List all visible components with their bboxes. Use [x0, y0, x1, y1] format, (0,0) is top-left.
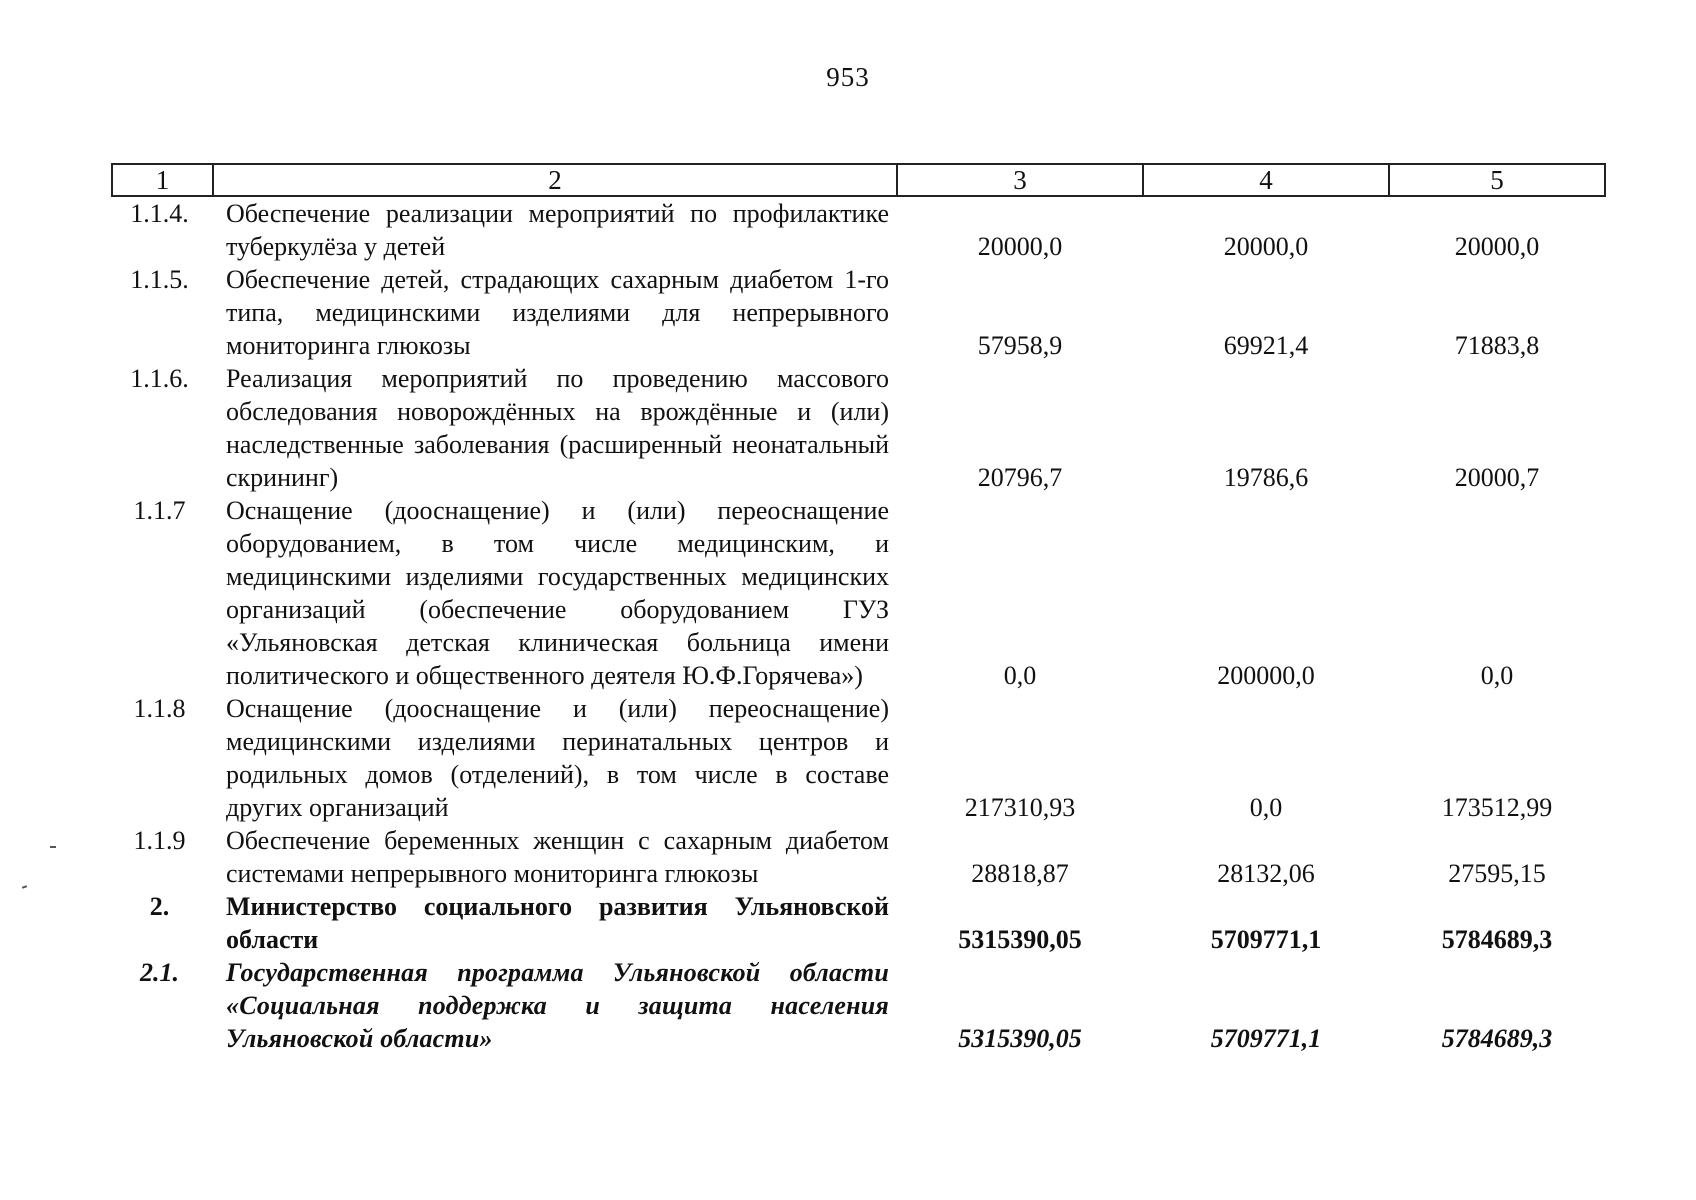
row-value-col3: 5315390,05	[958, 925, 1082, 954]
row-value-col4: 0,0	[1249, 793, 1283, 822]
row-number: 1.1.4.	[130, 199, 189, 228]
table-row	[112, 263, 1605, 362]
table-row	[112, 362, 1605, 494]
row-description: Оснащение (дооснащение) и (или) переоснащение оборудованием, в том числе медицинским, и медицинскими изделиями государственных медицинских организаций (обеспечение оборудованием ГУЗ «Ульяновская детская клиническая больница имени политического и общественного деятеля Ю.Ф.Горячева»)	[226, 496, 889, 690]
row-value-col3: 28818,87	[971, 859, 1069, 888]
row-description: Реализация мероприятий по проведению массового обследования новорождённых на врождённые и (или) наследственные заболевания (расширенный неонатальный скрининг)	[226, 364, 889, 492]
row-value-col5: 20000,0	[1454, 232, 1540, 261]
row-description: Оснащение (дооснащение и (или) переоснащение) медицинскими изделиями перинатальных центров и родильных домов (отделений), в том числе в составе других организаций	[226, 694, 889, 822]
row-value-col5: 20000,7	[1454, 463, 1540, 492]
row-description: Обеспечение детей, страдающих сахарным диабетом 1-го типа, медицинскими изделиями для непрерывного мониторинга глюкозы	[226, 265, 889, 360]
budget-table	[111, 163, 1606, 1055]
row-value-col3: 57958,9	[977, 331, 1063, 360]
header-col-2: 2	[213, 164, 897, 196]
row-description: Обеспечение беременных женщин с сахарным диабетом системами непрерывного мониторинга глюкозы	[226, 826, 889, 888]
row-value-col5: 27595,15	[1448, 859, 1546, 888]
header-row	[112, 164, 1605, 196]
table-row-program	[112, 956, 1605, 1055]
row-value-col3: 20796,7	[977, 463, 1063, 492]
row-value-col5: 5784689,3	[1441, 925, 1553, 954]
row-value-col3: 5315390,05	[958, 1024, 1082, 1053]
row-value-col4: 69921,4	[1223, 331, 1309, 360]
row-number: 1.1.8	[133, 694, 186, 723]
row-value-col4: 200000,0	[1217, 661, 1315, 690]
header-col-1: 1	[112, 164, 213, 196]
table-row	[112, 824, 1605, 890]
row-number: 2.	[149, 892, 170, 921]
header-col-5: 5	[1389, 164, 1605, 196]
row-value-col5: 5784689,3	[1441, 1024, 1553, 1053]
row-value-col3: 217310,93	[964, 793, 1076, 822]
row-number: 2.1.	[140, 958, 179, 987]
row-number: 1.1.5.	[130, 265, 189, 294]
row-description: Обеспечение реализации мероприятий по профилактике туберкулёза у детей	[226, 199, 889, 261]
row-value-col5: 0,0	[1480, 661, 1514, 690]
table-row	[112, 494, 1605, 692]
row-number: 1.1.7	[133, 496, 186, 525]
row-value-col5: 173512,99	[1441, 793, 1553, 822]
row-number: 1.1.6.	[130, 364, 189, 393]
row-value-col4: 20000,0	[1223, 232, 1309, 261]
row-value-col3: 20000,0	[977, 232, 1063, 261]
row-value-col4: 19786,6	[1223, 463, 1309, 492]
row-value-col5: 71883,8	[1454, 331, 1540, 360]
table-row	[112, 196, 1605, 263]
row-description: Министерство социального развития Ульяновской области	[226, 892, 889, 954]
page-number: 953	[826, 62, 870, 92]
row-description: Государственная программа Ульяновской области «Социальная поддержка и защита населения Ульяновской области»	[226, 958, 889, 1053]
header-col-4: 4	[1143, 164, 1389, 196]
scan-mark	[50, 846, 56, 848]
table-row	[112, 692, 1605, 824]
row-value-col3: 0,0	[1003, 661, 1037, 690]
header-col-3: 3	[897, 164, 1143, 196]
scan-mark	[22, 885, 27, 889]
row-value-col4: 5709771,1	[1210, 925, 1322, 954]
table-row-total	[112, 890, 1605, 956]
row-value-col4: 5709771,1	[1210, 1024, 1322, 1053]
row-value-col4: 28132,06	[1217, 859, 1315, 888]
row-number: 1.1.9	[133, 826, 186, 855]
